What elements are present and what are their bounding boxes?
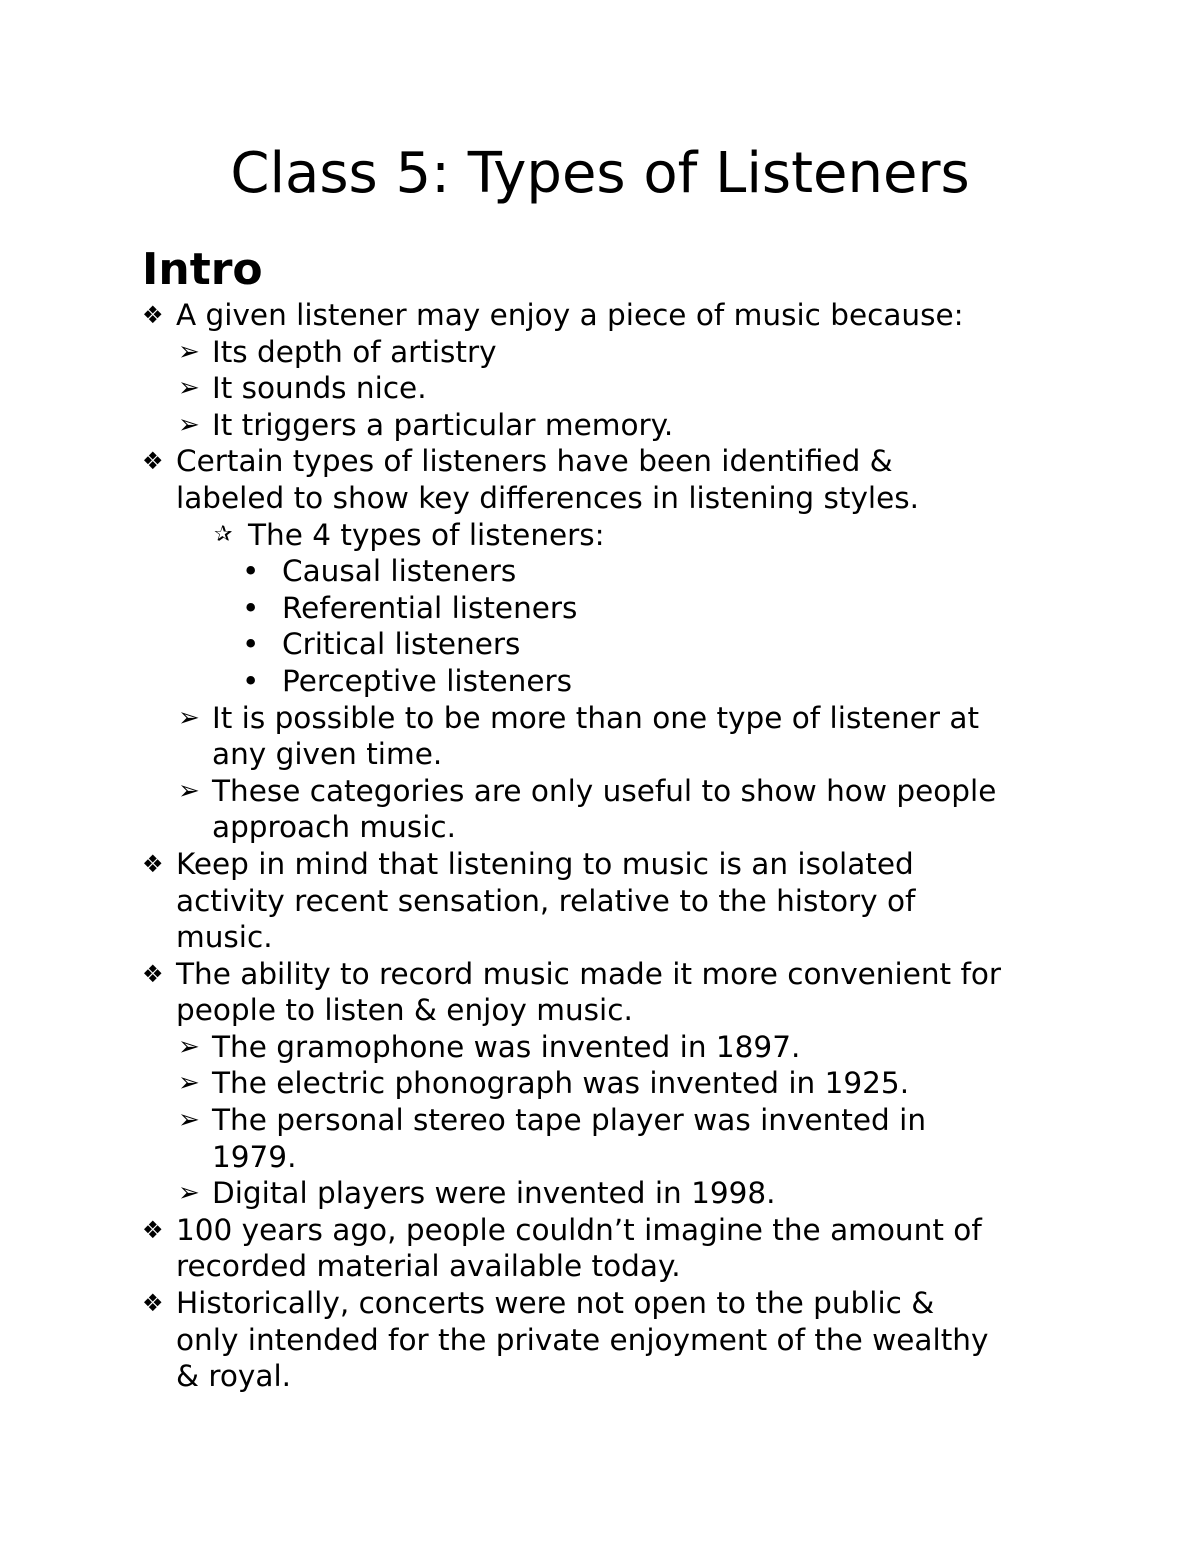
list-item [142,700,1082,773]
listener-type: Perceptive listeners [282,663,573,698]
list-item-text: It is possible to be more than one type of listener at [212,700,980,735]
list-item-text: It triggers a particular memory. [212,407,674,442]
list-item [142,407,1082,444]
list-item-text: & royal. [176,1359,292,1394]
list-item [142,1029,1082,1066]
list-item-text: 100 years ago, people couldn’t imagine the amount of [176,1212,982,1247]
section-heading: Intro [142,244,263,295]
diamond-bullet-icon: ❖ [142,959,164,988]
list-item-text: It sounds nice. [212,371,427,406]
list-item [142,626,1082,663]
list-item-text: any given time. [212,737,443,772]
list-item [142,297,1082,334]
list-item [142,443,1082,516]
list-item-text: approach music. [212,810,457,845]
list-item [142,590,1082,627]
list-item-text: people to listen & enjoy music. [176,993,633,1028]
star-bullet-icon: ✰ [214,521,233,547]
list-item [142,553,1082,590]
dot-bullet-icon: • [242,590,260,625]
list-item-text: Keep in mind that listening to music is an isolated [176,846,914,881]
arrow-bullet-icon: ➢ [178,775,200,806]
list-item [142,663,1082,700]
list-item [142,370,1082,407]
dot-bullet-icon: • [242,663,260,698]
listener-type: Causal listeners [282,554,517,589]
diamond-bullet-icon: ❖ [142,849,164,878]
list-item-text: labeled to show key differences in listening styles. [176,480,919,515]
arrow-bullet-icon: ➢ [178,1031,200,1062]
list-item-text: The gramophone was invented in 1897. [212,1029,801,1064]
diamond-bullet-icon: ❖ [142,447,164,476]
list-item [142,846,1082,956]
list-item-text: The 4 types of listeners: [248,517,605,552]
list-item-text: activity recent sensation, relative to the history of [176,883,916,918]
list-item-text: Digital players were invented in 1998. [212,1176,776,1211]
arrow-bullet-icon: ➢ [178,1105,200,1136]
list-item-text: 1979. [212,1139,297,1174]
list-item-text: music. [176,920,273,955]
listener-type: Critical listeners [282,627,521,662]
list-item [142,1065,1082,1102]
dot-bullet-icon: • [242,554,260,589]
list-item [142,956,1082,1029]
bullet-list [142,297,1082,1395]
diamond-bullet-icon: ❖ [142,301,164,329]
list-item [142,1102,1082,1175]
page-title: Class 5: Types of Listeners [230,141,970,206]
list-item-text: recorded material available today. [176,1249,681,1284]
list-item [142,1175,1082,1212]
listener-type: Referential listeners [282,590,578,625]
arrow-bullet-icon: ➢ [178,702,200,733]
list-item [142,334,1082,371]
arrow-bullet-icon: ➢ [178,1068,200,1099]
diamond-bullet-icon: ❖ [142,1289,164,1318]
list-item-text: The personal stereo tape player was invented in [212,1103,927,1138]
arrow-bullet-icon: ➢ [178,336,200,367]
list-item-text: only intended for the private enjoyment of the wealthy [176,1322,989,1357]
list-item-text: Certain types of listeners have been identified & [176,444,893,479]
arrow-bullet-icon: ➢ [178,409,200,440]
list-item-text: The ability to record music made it more convenient for [176,956,1002,991]
list-item [142,1285,1082,1395]
arrow-bullet-icon: ➢ [178,373,200,404]
list-item [142,517,1082,554]
dot-bullet-icon: • [242,627,260,662]
list-item [142,773,1082,846]
list-item-text: Its depth of artistry [212,334,497,369]
list-item-text: Historically, concerts were not open to the public & [176,1286,935,1321]
arrow-bullet-icon: ➢ [178,1178,200,1209]
diamond-bullet-icon: ❖ [142,1215,164,1244]
list-item-text: A given listener may enjoy a piece of music because: [176,298,964,332]
list-item-text: These categories are only useful to show how people [212,773,997,808]
list-item-text: The electric phonograph was invented in 1925. [212,1066,910,1101]
list-item [142,1212,1082,1285]
